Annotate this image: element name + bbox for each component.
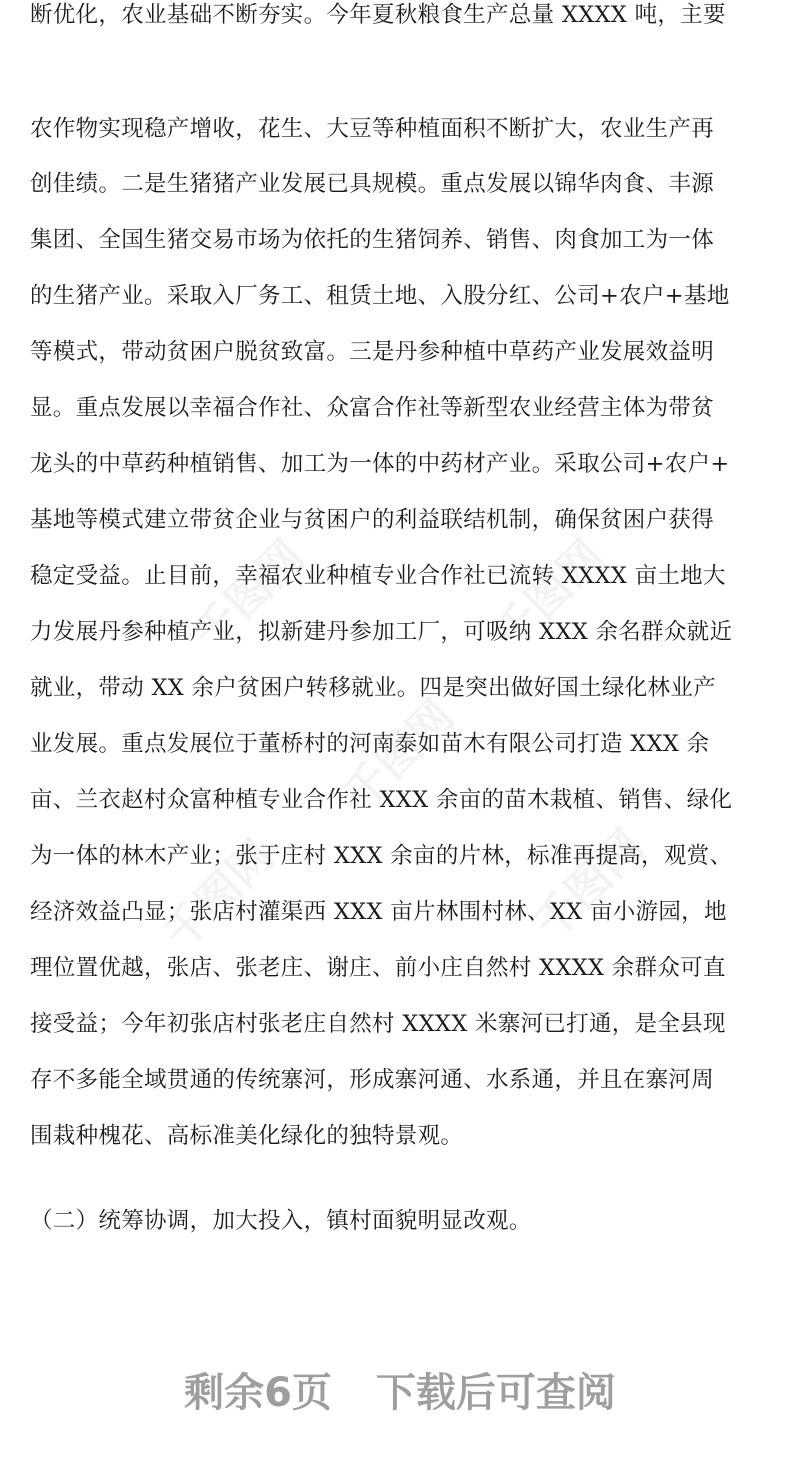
body-text-line: 理位置优越，张店、张老庄、谢庄、前小庄自然村 XXXX 余群众可直 <box>30 955 726 981</box>
body-text-line: 围栽种槐花、高标准美化绿化的独特景观。 <box>30 1123 464 1149</box>
body-text-line: 创佳绩。二是生猪猪产业发展已具规模。重点发展以锦华肉食、丰源 <box>30 171 715 197</box>
body-text-line: 亩、兰衣赵村众富种植专业合作社 XXX 余亩的苗木栽植、销售、绿化 <box>30 787 733 813</box>
body-text-line: 龙头的中草药种植销售、加工为一体的中药材产业。采取公司+农户+ <box>30 451 730 477</box>
body-text-line: 接受益；今年初张店村张老庄自然村 XXXX 米寨河已打通，是全县现 <box>30 1011 726 1037</box>
remaining-pages-label: 剩余6页 <box>184 1370 332 1416</box>
watermark: 千图网 <box>334 690 464 820</box>
download-hint-label: 下载后可查阅 <box>375 1370 616 1416</box>
body-text-line: 基地等模式建立带贫企业与贫困户的利益联结机制，确保贫困户获得 <box>30 507 715 533</box>
body-text-line: 的生猪产业。采取入厂务工、租赁土地、入股分红、公司+农户+基地 <box>30 283 730 309</box>
body-text-line: 显。重点发展以幸福合作社、众富合作社等新型农业经营主体为带贫 <box>30 395 715 421</box>
body-text-line: 稳定受益。止目前，幸福农业种植专业合作社已流转 XXXX 亩土地大 <box>30 563 726 589</box>
body-text-line: 为一体的林木产业；张于庄村 XXX 余亩的片林，标准再提高，观赏、 <box>30 843 733 869</box>
body-text-line: 等模式，带动贫困户脱贫致富。三是丹参种植中草药产业发展效益明 <box>30 339 715 365</box>
watermark: 千图网 <box>184 530 314 660</box>
watermark: 千图网 <box>524 820 654 950</box>
body-text-line: 农作物实现稳产增收，花生、大豆等种植面积不断扩大，农业生产再 <box>30 116 715 142</box>
section-subheading: （二）统筹协调，加大投入，镇村面貌明显改观。 <box>30 1208 532 1234</box>
body-text-line: 业发展。重点发展位于董桥村的河南泰如苗木有限公司打造 XXX 余 <box>30 731 710 757</box>
body-text-line: 力发展丹参种植产业，拟新建丹参加工厂，可吸纳 XXX 余名群众就近 <box>30 619 733 645</box>
body-text-line: 就业，带动 XX 余户贫困户转移就业。四是突出做好国土绿化林业产 <box>30 675 716 701</box>
watermark: 千图网 <box>154 830 284 960</box>
download-prompt[interactable] <box>0 1368 800 1418</box>
body-text-line: 存不多能全域贯通的传统寨河，形成寨河通、水系通，并且在寨河周 <box>30 1067 715 1093</box>
watermark: 千图网 <box>484 530 614 660</box>
body-text-line: 断优化，农业基础不断夯实。今年夏秋粮食生产总量 XXXX 吨，主要 <box>30 2 726 28</box>
body-text-line: 经济效益凸显；张店村灌渠西 XXX 亩片林围村林、XX 亩小游园，地 <box>30 899 727 925</box>
body-text-line: 集团、全国生猪交易市场为依托的生猪饲养、销售、肉食加工为一体 <box>30 227 715 253</box>
